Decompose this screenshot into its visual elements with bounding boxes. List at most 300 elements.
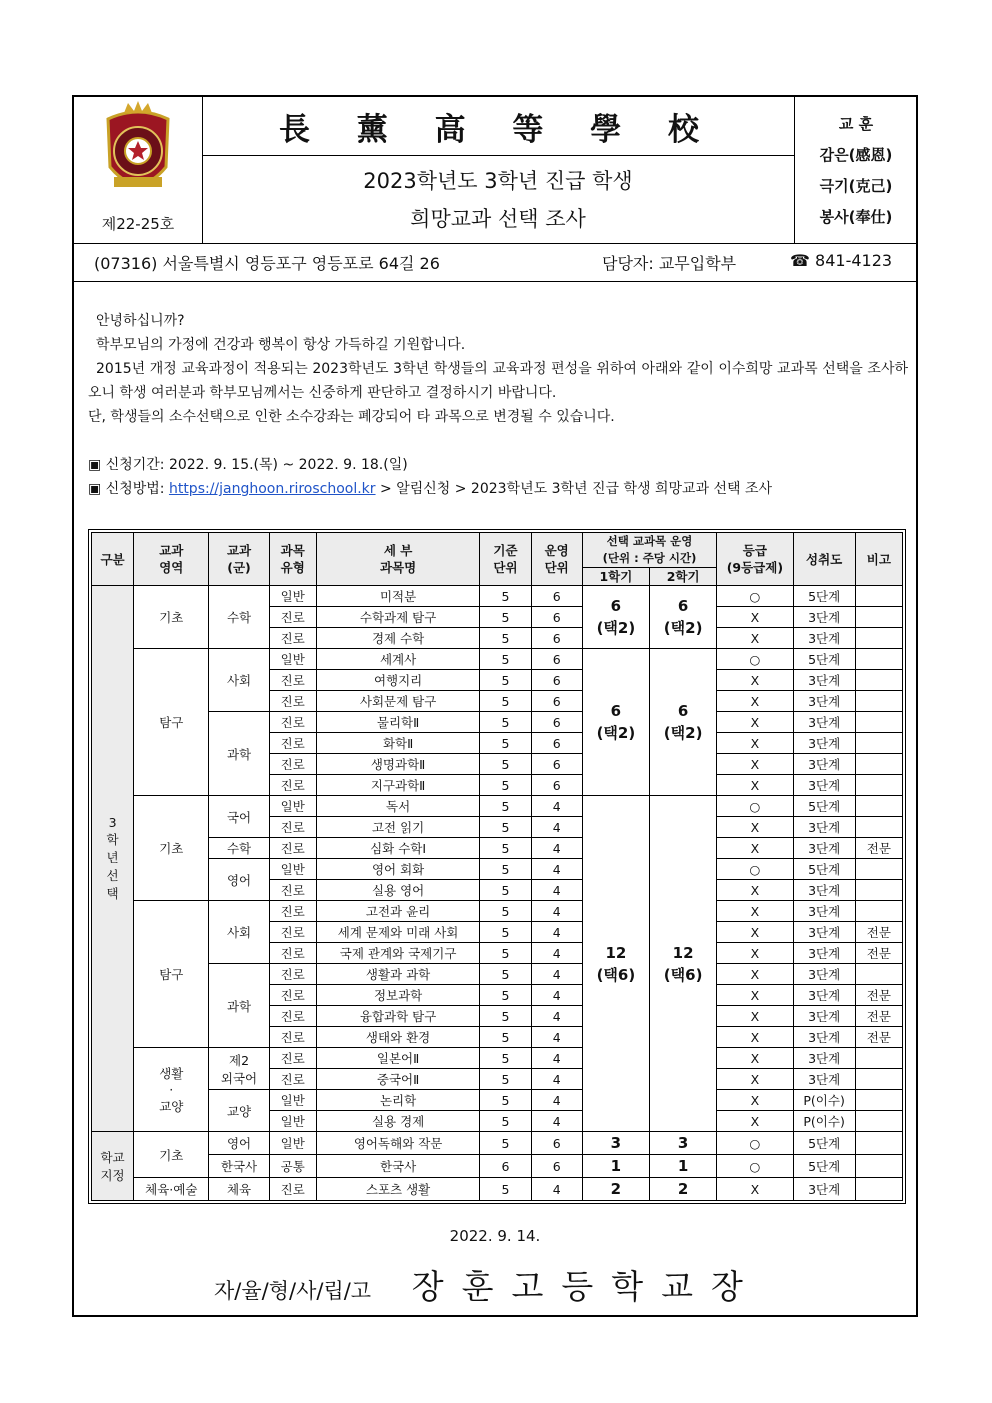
- type-cell: 일반: [269, 859, 316, 880]
- course-name-cell: 실용 영어: [316, 880, 480, 901]
- apply-period-text: 신청기간: 2022. 9. 15.(목) ~ 2022. 9. 18.(일): [105, 457, 408, 473]
- type-cell: 진로: [269, 775, 316, 796]
- achievement-cell: 3단계: [793, 775, 855, 796]
- course-name-cell: 독서: [316, 796, 480, 817]
- divider: [202, 155, 794, 156]
- base-unit-cell: 5: [480, 880, 531, 901]
- op-unit-cell: 6: [531, 712, 582, 733]
- table-row: [92, 1090, 903, 1111]
- type-cell: 진로: [269, 964, 316, 985]
- document-frame: [72, 95, 918, 1317]
- intro-line: 안녕하십니까?: [96, 313, 185, 329]
- base-unit-cell: 5: [480, 838, 531, 859]
- op-unit-cell: 6: [531, 775, 582, 796]
- type-cell: 진로: [269, 628, 316, 649]
- grade-cell: ○: [717, 586, 793, 607]
- achievement-cell: 5단계: [793, 1155, 855, 1178]
- grade-cell: X: [717, 1069, 793, 1090]
- achievement-cell: 5단계: [793, 859, 855, 880]
- course-name-cell: 물리학Ⅱ: [316, 712, 480, 733]
- note-cell: [855, 1069, 902, 1090]
- course-name-cell: 세계 문제와 미래 사회: [316, 922, 480, 943]
- note-cell: [855, 775, 902, 796]
- base-unit-cell: 5: [480, 1027, 531, 1048]
- course-name-cell: 경제 수학: [316, 628, 480, 649]
- base-unit-cell: 5: [480, 775, 531, 796]
- achievement-cell: 3단계: [793, 1027, 855, 1048]
- base-unit-cell: 5: [480, 1132, 531, 1155]
- grade-cell: X: [717, 712, 793, 733]
- achievement-cell: 5단계: [793, 796, 855, 817]
- course-name-cell: 고전 읽기: [316, 817, 480, 838]
- grade-cell: X: [717, 901, 793, 922]
- op-unit-cell: 6: [531, 754, 582, 775]
- base-unit-cell: 5: [480, 754, 531, 775]
- note-cell: 전문: [855, 943, 902, 964]
- group-cell: 학교 지정: [92, 1132, 134, 1201]
- type-cell: 진로: [269, 733, 316, 754]
- op-unit-cell: 4: [531, 817, 582, 838]
- note-cell: [855, 901, 902, 922]
- op-unit-cell: 4: [531, 922, 582, 943]
- apply-link[interactable]: https://janghoon.riroschool.kr: [168, 481, 376, 497]
- subject-cell: 과학: [209, 712, 269, 796]
- note-cell: [855, 586, 902, 607]
- op-unit-cell: 4: [531, 1069, 582, 1090]
- motto-title: 교 훈: [838, 115, 874, 133]
- base-unit-cell: 5: [480, 733, 531, 754]
- base-unit-cell: 5: [480, 985, 531, 1006]
- type-cell: 진로: [269, 922, 316, 943]
- achievement-cell: 3단계: [793, 964, 855, 985]
- base-unit-cell: 5: [480, 586, 531, 607]
- grade-cell: X: [717, 943, 793, 964]
- type-cell: 일반: [269, 796, 316, 817]
- achievement-cell: 3단계: [793, 712, 855, 733]
- base-unit-cell: 5: [480, 1069, 531, 1090]
- base-unit-cell: 6: [480, 1155, 531, 1178]
- op-unit-cell: 4: [531, 1048, 582, 1069]
- header-group: 구분: [92, 533, 134, 586]
- type-cell: 일반: [269, 1090, 316, 1111]
- header-semester2: 2학기: [650, 568, 717, 586]
- achievement-cell: 3단계: [793, 670, 855, 691]
- grade-cell: X: [717, 691, 793, 712]
- phone-number: 841-4123: [815, 251, 893, 270]
- area-cell: 탐구: [134, 901, 209, 1048]
- school-motto-label: 자/율/형/사/립/고: [214, 1279, 372, 1303]
- op-unit-cell: 4: [531, 1111, 582, 1132]
- type-cell: 진로: [269, 985, 316, 1006]
- note-cell: [855, 691, 902, 712]
- base-unit-cell: 5: [480, 1111, 531, 1132]
- course-name-cell: 논리학: [316, 1090, 480, 1111]
- course-name-cell: 영어 회화: [316, 859, 480, 880]
- note-cell: [855, 859, 902, 880]
- base-unit-cell: 5: [480, 712, 531, 733]
- note-cell: [855, 796, 902, 817]
- op-unit-cell: 6: [531, 733, 582, 754]
- grade-cell: X: [717, 607, 793, 628]
- grade-cell: X: [717, 670, 793, 691]
- area-cell: 생활 · 교양: [134, 1048, 209, 1132]
- op-unit-cell: 4: [531, 838, 582, 859]
- signature-line: [214, 1261, 761, 1308]
- op-unit-cell: 6: [531, 586, 582, 607]
- course-name-cell: 생활과 과학: [316, 964, 480, 985]
- achievement-cell: 3단계: [793, 607, 855, 628]
- subject-table: [91, 532, 903, 1201]
- course-name-cell: 여행지리: [316, 670, 480, 691]
- note-cell: 전문: [855, 922, 902, 943]
- table-row: [92, 586, 903, 607]
- header-course-name: 세 부 과목명: [316, 533, 480, 586]
- note-cell: [855, 670, 902, 691]
- achievement-cell: 3단계: [793, 754, 855, 775]
- note-cell: 전문: [855, 985, 902, 1006]
- course-name-cell: 스포츠 생활: [316, 1178, 480, 1201]
- achievement-cell: 5단계: [793, 1132, 855, 1155]
- op-unit-cell: 4: [531, 1006, 582, 1027]
- area-cell: 탐구: [134, 649, 209, 796]
- school-emblem-icon: [74, 97, 202, 207]
- semester-choice-cell: 12 (택6): [582, 796, 649, 1132]
- table-row: [92, 649, 903, 670]
- note-cell: [855, 607, 902, 628]
- base-unit-cell: 5: [480, 817, 531, 838]
- achievement-cell: 5단계: [793, 586, 855, 607]
- subject-cell: 체육: [209, 1178, 269, 1201]
- issue-date: 2022. 9. 14.: [449, 1227, 541, 1245]
- op-unit-cell: 6: [531, 649, 582, 670]
- base-unit-cell: 5: [480, 670, 531, 691]
- type-cell: 진로: [269, 838, 316, 859]
- header-op-unit: 운영 단위: [531, 533, 582, 586]
- subject-cell: 사회: [209, 649, 269, 712]
- type-cell: 일반: [269, 1111, 316, 1132]
- semester-choice-cell: 6 (택2): [650, 586, 717, 649]
- semester-choice-cell: 1: [650, 1155, 717, 1178]
- grade-cell: X: [717, 838, 793, 859]
- divider: [74, 243, 916, 244]
- base-unit-cell: 5: [480, 859, 531, 880]
- op-unit-cell: 4: [531, 859, 582, 880]
- grade-cell: ○: [717, 796, 793, 817]
- op-unit-cell: 4: [531, 796, 582, 817]
- base-unit-cell: 5: [480, 691, 531, 712]
- base-unit-cell: 5: [480, 1090, 531, 1111]
- type-cell: 진로: [269, 754, 316, 775]
- note-cell: [855, 1048, 902, 1069]
- grade-cell: X: [717, 1178, 793, 1201]
- course-name-cell: 사회문제 탐구: [316, 691, 480, 712]
- logo-cell: [74, 97, 203, 243]
- course-name-cell: 지구과학Ⅱ: [316, 775, 480, 796]
- subject-cell: 제2 외국어: [209, 1048, 269, 1090]
- course-name-cell: 수학과제 탐구: [316, 607, 480, 628]
- apply-info: [88, 453, 772, 501]
- op-unit-cell: 6: [531, 607, 582, 628]
- type-cell: 일반: [269, 1132, 316, 1155]
- semester-choice-cell: 2: [650, 1178, 717, 1201]
- type-cell: 진로: [269, 1048, 316, 1069]
- intro-line: 단, 학생들의 소수선택으로 인한 소수강좌는 폐강되어 타 과목으로 변경될 수 있습니다.: [88, 409, 615, 425]
- note-cell: 전문: [855, 1027, 902, 1048]
- grade-cell: X: [717, 1048, 793, 1069]
- divider: [74, 281, 916, 282]
- grade-cell: X: [717, 754, 793, 775]
- type-cell: 진로: [269, 1027, 316, 1048]
- header-base-unit: 기준 단위: [480, 533, 531, 586]
- subject-cell: 국어: [209, 796, 269, 838]
- course-name-cell: 화학Ⅱ: [316, 733, 480, 754]
- table-body: [92, 586, 903, 1201]
- grade-cell: X: [717, 922, 793, 943]
- course-name-cell: 정보과학: [316, 985, 480, 1006]
- base-unit-cell: 5: [480, 1178, 531, 1201]
- achievement-cell: 3단계: [793, 1048, 855, 1069]
- subject-cell: 사회: [209, 901, 269, 964]
- course-name-cell: 심화 수학Ⅰ: [316, 838, 480, 859]
- semester-choice-cell: 3: [650, 1132, 717, 1155]
- course-name-cell: 고전과 윤리: [316, 901, 480, 922]
- subject-cell: 한국사: [209, 1155, 269, 1178]
- achievement-cell: 3단계: [793, 880, 855, 901]
- semester-choice-cell: 1: [582, 1155, 649, 1178]
- note-cell: [855, 880, 902, 901]
- op-unit-cell: 4: [531, 985, 582, 1006]
- base-unit-cell: 5: [480, 943, 531, 964]
- school-motto: [794, 97, 918, 243]
- course-name-cell: 미적분: [316, 586, 480, 607]
- type-cell: 진로: [269, 901, 316, 922]
- base-unit-cell: 5: [480, 1006, 531, 1027]
- base-unit-cell: 5: [480, 922, 531, 943]
- achievement-cell: 3단계: [793, 1178, 855, 1201]
- subject-table-wrapper: [88, 529, 906, 1204]
- achievement-cell: 5단계: [793, 649, 855, 670]
- type-cell: 진로: [269, 943, 316, 964]
- subject-cell: 영어: [209, 1132, 269, 1155]
- table-row: [92, 859, 903, 880]
- type-cell: 일반: [269, 586, 316, 607]
- achievement-cell: 3단계: [793, 733, 855, 754]
- course-name-cell: 융합과학 탐구: [316, 1006, 480, 1027]
- note-cell: [855, 733, 902, 754]
- achievement-cell: P(이수): [793, 1111, 855, 1132]
- table-row: [92, 901, 903, 922]
- op-unit-cell: 4: [531, 943, 582, 964]
- course-name-cell: 생명과학Ⅱ: [316, 754, 480, 775]
- principal-title: 장훈고등학교장: [411, 1267, 761, 1306]
- op-unit-cell: 6: [531, 1132, 582, 1155]
- base-unit-cell: 5: [480, 1048, 531, 1069]
- type-cell: 진로: [269, 880, 316, 901]
- base-unit-cell: 5: [480, 796, 531, 817]
- table-row: [92, 796, 903, 817]
- document-number: 제22-25호: [101, 215, 175, 233]
- grade-cell: X: [717, 733, 793, 754]
- grade-cell: ○: [717, 859, 793, 880]
- course-name-cell: 세계사: [316, 649, 480, 670]
- semester-choice-cell: 6 (택2): [650, 649, 717, 796]
- school-name: 長 薰 高 等 學 校: [279, 112, 717, 148]
- course-name-cell: 영어독해와 작문: [316, 1132, 480, 1155]
- semester-choice-cell: 12 (택6): [650, 796, 717, 1132]
- base-unit-cell: 5: [480, 607, 531, 628]
- achievement-cell: 3단계: [793, 628, 855, 649]
- header-achievement: 성취도: [793, 533, 855, 586]
- telephone-icon: ☎: [790, 251, 810, 270]
- grade-cell: X: [717, 880, 793, 901]
- note-cell: [855, 712, 902, 733]
- intro-line: 학부모님의 가정에 건강과 행복이 항상 가득하길 기원합니다.: [96, 337, 466, 353]
- table-row: [92, 964, 903, 985]
- motto-line: 감은(感恩): [819, 146, 893, 164]
- header-grade: 등급 (9등급제): [717, 533, 793, 586]
- note-cell: [855, 817, 902, 838]
- course-name-cell: 국제 관계와 국제기구: [316, 943, 480, 964]
- document-title-line1: 2023학년도 3학년 진급 학생: [363, 169, 633, 193]
- course-name-cell: 생태와 환경: [316, 1027, 480, 1048]
- grade-cell: X: [717, 964, 793, 985]
- header-subject: 교과 (군): [209, 533, 269, 586]
- header-title-block: [202, 97, 795, 243]
- op-unit-cell: 4: [531, 901, 582, 922]
- base-unit-cell: 5: [480, 628, 531, 649]
- type-cell: 진로: [269, 1006, 316, 1027]
- header-semester1: 1학기: [582, 568, 649, 586]
- achievement-cell: 3단계: [793, 1006, 855, 1027]
- grade-cell: X: [717, 628, 793, 649]
- achievement-cell: 3단계: [793, 838, 855, 859]
- course-name-cell: 실용 경제: [316, 1111, 480, 1132]
- grade-cell: ○: [717, 1155, 793, 1178]
- op-unit-cell: 6: [531, 691, 582, 712]
- achievement-cell: 3단계: [793, 1069, 855, 1090]
- group-cell: 3 학 년 선 택: [92, 586, 134, 1132]
- grade-cell: X: [717, 1027, 793, 1048]
- subject-cell: 영어: [209, 859, 269, 901]
- apply-method-path: > 알림신청 > 2023학년도 3학년 진급 학생 희망교과 선택 조사: [375, 481, 773, 497]
- subject-cell: 수학: [209, 838, 269, 859]
- type-cell: 진로: [269, 1069, 316, 1090]
- type-cell: 진로: [269, 817, 316, 838]
- note-cell: 전문: [855, 1006, 902, 1027]
- table-row: [92, 712, 903, 733]
- semester-choice-cell: 3: [582, 1132, 649, 1155]
- note-cell: [855, 1132, 902, 1155]
- semester-choice-cell: 2: [582, 1178, 649, 1201]
- note-cell: [855, 1178, 902, 1201]
- grade-cell: X: [717, 817, 793, 838]
- type-cell: 진로: [269, 1178, 316, 1201]
- table-row: [92, 1155, 903, 1178]
- document-title-line2: 희망교과 선택 조사: [410, 207, 586, 231]
- achievement-cell: 3단계: [793, 901, 855, 922]
- school-address: (07316) 서울특별시 영등포구 영등포로 64길 26: [94, 254, 440, 273]
- op-unit-cell: 4: [531, 1090, 582, 1111]
- type-cell: 공통: [269, 1155, 316, 1178]
- note-cell: 전문: [855, 838, 902, 859]
- bullet: ▣: [88, 457, 102, 473]
- course-name-cell: 일본어Ⅱ: [316, 1048, 480, 1069]
- grade-cell: X: [717, 985, 793, 1006]
- contact-phone: [790, 251, 892, 270]
- base-unit-cell: 5: [480, 901, 531, 922]
- intro-text: [88, 309, 908, 429]
- grade-cell: ○: [717, 649, 793, 670]
- grade-cell: X: [717, 1006, 793, 1027]
- table-row: [92, 1178, 903, 1201]
- area-cell: 기초: [134, 586, 209, 649]
- note-cell: [855, 628, 902, 649]
- area-cell: 기초: [134, 796, 209, 901]
- apply-method: [88, 477, 772, 501]
- op-unit-cell: 4: [531, 1027, 582, 1048]
- note-cell: [855, 964, 902, 985]
- op-unit-cell: 4: [531, 964, 582, 985]
- table-row: [92, 1048, 903, 1069]
- grade-cell: X: [717, 775, 793, 796]
- achievement-cell: 3단계: [793, 817, 855, 838]
- achievement-cell: 3단계: [793, 985, 855, 1006]
- note-cell: [855, 1111, 902, 1132]
- op-unit-cell: 4: [531, 880, 582, 901]
- grade-cell: ○: [717, 1132, 793, 1155]
- subject-cell: 수학: [209, 586, 269, 649]
- op-unit-cell: 6: [531, 628, 582, 649]
- motto-line: 봉사(奉仕): [819, 208, 893, 226]
- semester-choice-cell: 6 (택2): [582, 586, 649, 649]
- course-name-cell: 한국사: [316, 1155, 480, 1178]
- base-unit-cell: 5: [480, 964, 531, 985]
- header-type: 과목 유형: [269, 533, 316, 586]
- area-cell: 체육·예술: [134, 1178, 209, 1201]
- note-cell: [855, 649, 902, 670]
- type-cell: 진로: [269, 607, 316, 628]
- type-cell: 진로: [269, 712, 316, 733]
- grade-cell: X: [717, 1090, 793, 1111]
- header-choice: 선택 교과목 운영 (단위 : 주당 시간): [582, 533, 716, 568]
- contact-person: 담당자: 교무입학부: [602, 254, 737, 273]
- subject-cell: 교양: [209, 1090, 269, 1132]
- header-area: 교과 영역: [134, 533, 209, 586]
- subject-cell: 과학: [209, 964, 269, 1048]
- type-cell: 진로: [269, 670, 316, 691]
- type-cell: 일반: [269, 649, 316, 670]
- op-unit-cell: 6: [531, 1155, 582, 1178]
- header-note: 비고: [855, 533, 902, 586]
- course-name-cell: 중국어Ⅱ: [316, 1069, 480, 1090]
- note-cell: [855, 1090, 902, 1111]
- table-row: [92, 1132, 903, 1155]
- table-row: [92, 838, 903, 859]
- type-cell: 진로: [269, 691, 316, 712]
- achievement-cell: 3단계: [793, 922, 855, 943]
- grade-cell: X: [717, 1111, 793, 1132]
- note-cell: [855, 1155, 902, 1178]
- op-unit-cell: 4: [531, 1178, 582, 1201]
- semester-choice-cell: 6 (택2): [582, 649, 649, 796]
- op-unit-cell: 6: [531, 670, 582, 691]
- apply-period: [88, 453, 772, 477]
- achievement-cell: P(이수): [793, 1090, 855, 1111]
- apply-method-label: 신청방법:: [105, 481, 169, 497]
- area-cell: 기초: [134, 1132, 209, 1178]
- achievement-cell: 3단계: [793, 691, 855, 712]
- base-unit-cell: 5: [480, 649, 531, 670]
